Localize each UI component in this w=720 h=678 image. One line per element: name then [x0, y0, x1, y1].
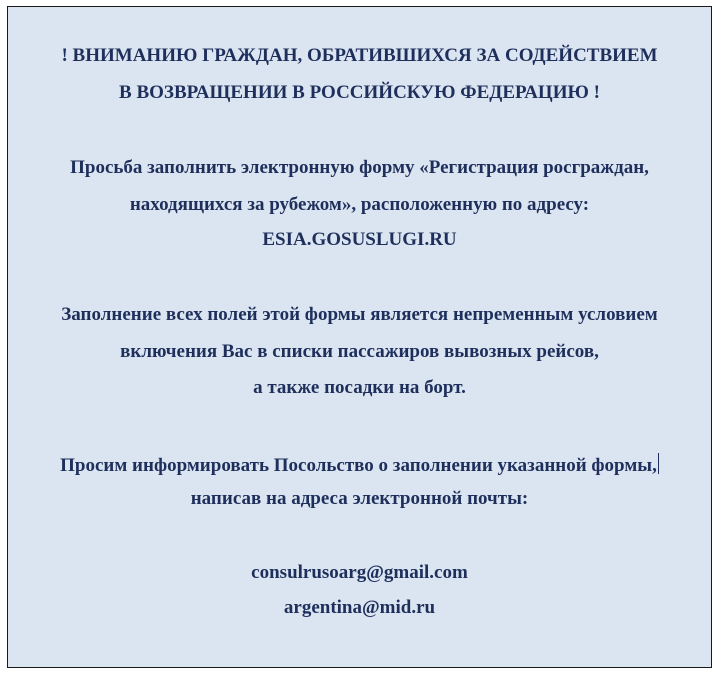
condition-line-3: а также посадки на борт.	[253, 377, 466, 398]
email-consul[interactable]: consulrusoarg@gmail.com	[251, 562, 468, 583]
email-embassy[interactable]: argentina@mid.ru	[283, 597, 436, 618]
notice-box	[7, 6, 712, 668]
request-line-1: Просьба заполнить электронную форму «Регистрация росграждан,	[70, 157, 649, 178]
condition-line-2: включения Вас в списки пассажиров вывозных рейсов,	[120, 341, 599, 362]
portal-address: ESIA.GOSUSLUGI.RU	[262, 229, 457, 250]
condition-line-1: Заполнение всех полей этой формы является непременным условием	[61, 304, 658, 325]
inform-line-2: написав на адреса электронной почты:	[190, 488, 529, 509]
inform-line-1	[8, 453, 711, 477]
heading-line-1: ! ВНИМАНИЮ ГРАЖДАН, ОБРАТИВШИХСЯ ЗА СОДЕЙСТВИЕМ	[61, 45, 658, 66]
text-cursor	[658, 453, 659, 474]
request-line-2: находящихся за рубежом», расположенную по адресу:	[129, 194, 590, 215]
heading-line-2: В ВОЗВРАЩЕНИИ В РОССИЙСКУЮ ФЕДЕРАЦИЮ !	[119, 82, 600, 103]
inform-line-1-text: Просим информировать Посольство о заполнении указанной формы,	[60, 455, 657, 476]
